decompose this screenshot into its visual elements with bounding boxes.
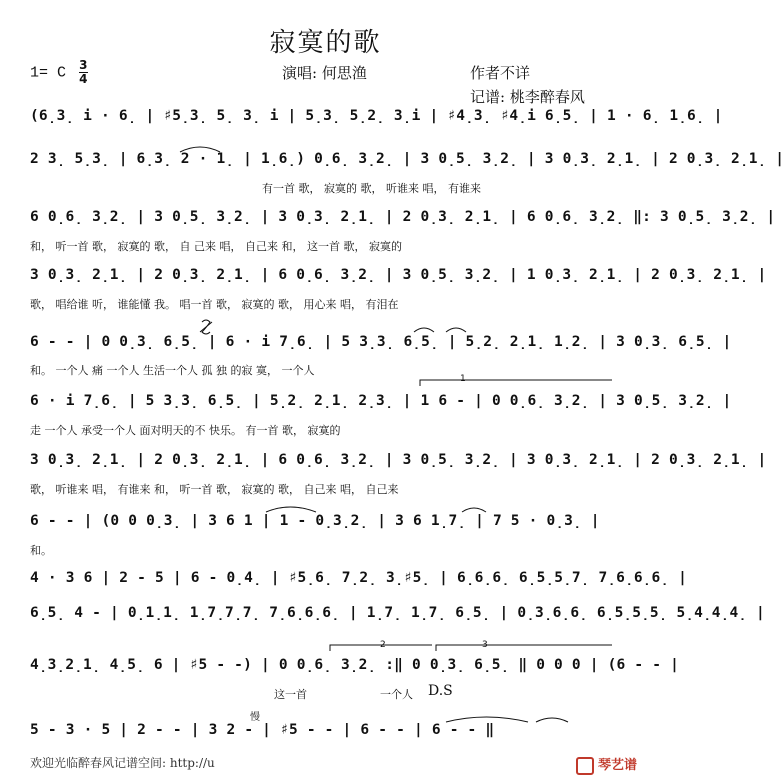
lyric-row-5: 和。 一个人 痛 一个人 生活一个人 孤 独 的寂 寞， 一个人: [30, 364, 315, 377]
lyric-row-11-a: 这一首: [274, 688, 307, 701]
notation-row-6: 6 · i 7̣6̣ | 5 3̣3̣ 6̣5̣ | 5̣2̣ 2̣1̣ 2̣3̣ | 1 6 - | 0 0̣6̣ 3̣2̣ | 3 0̣5̣ 3̣2̣ |: [30, 393, 732, 409]
logo-icon: [576, 757, 594, 775]
notation-row-10: 6̣5̣ 4 - | 0̣1̣1̣ 1̣7̣7̣7̣ 7̣6̣6̣6̣ | 1̣7̣ 1̣7̣ 6̣5̣ | 0̣3̣6̣6̣ 6̣5̣5̣5̣ 5̣4̣4̣4̣ |: [30, 605, 765, 621]
volta-2-label: 2: [380, 640, 386, 650]
lyric-row-4: 歌， 唱给谁 听， 谁能懂 我。 唱一首 歌， 寂寞的 歌， 用心来 唱， 有泪在: [30, 298, 399, 311]
song-title: 寂寞的歌: [269, 28, 382, 58]
lyric-row-11-b: 一个人: [380, 688, 413, 701]
lyric-row-7: 歌， 听谁来 唱， 有谁来 和， 听一首 歌， 寂寞的 歌， 自己来 唱， 自己来: [30, 483, 399, 496]
notation-row-9: 4 · 3 6 | 2 - 5 | 6 - 0̣4̣ | ♯5̣6̣ 7̣2̣ 3̣♯5̣ | 6̣6̣6̣ 6̣5̣5̣7̣ 7̣6̣6̣6̣ |: [30, 570, 688, 586]
slur-marks: [180, 147, 568, 722]
site-logo: [576, 754, 637, 775]
key-signature: 1= C: [30, 64, 67, 82]
notation-row-4: 3 0̣3̣ 2̣1̣ | 2 0̣3̣ 2̣1̣ | 6 0̣6̣ 3̣2̣ | 3 0̣5̣ 3̣2̣ | 1 0̣3̣ 2̣1̣ | 2 0̣3̣ 2̣1̣ |: [30, 267, 767, 283]
notation-row-12: 5 - 3 · 5 | 2 - - | 3 2 - | ♯5 - - | 6 - - | 6 - - ‖: [30, 722, 495, 738]
footer-text: 欢迎光临醉春风记谱空间: http://u: [30, 756, 215, 770]
volta-1-label: 1: [460, 374, 466, 384]
notation-row-5: 6 - - | 0 0̣3̣ 6̣5̣ | 6 · i 7̣6̣ | 5 3̣3̣ 6̣5̣ | 5̣2̣ 2̣1̣ 1̣2̣ | 3 0̣3̣ 6̣5̣ |: [30, 334, 732, 350]
singer-credit: 演唱: 何思渔: [282, 64, 367, 82]
volta-brackets: [330, 380, 612, 651]
dal-segno-mark: D.S: [428, 683, 453, 699]
composer-credit: 作者不详: [470, 64, 531, 82]
notation-row-8: 6 - - | (0 0 0̣3̣ | 3 6 1 | 1 - 0̣3̣2̣ | 3 6 1̣7̣ | 7 5 · 0̣3̣ |: [30, 513, 600, 529]
notation-row-1: (6̣3̣ i · 6̣ | ♯5̣3̣ 5̣ 3̣ i | 5̣3̣ 5̣2̣ 3̣i | ♯4̣3̣ ♯4̣i 6̣5̣ | 1 · 6̣ 1̣6̣ |: [30, 108, 723, 124]
lyric-row-8: 和。: [30, 544, 52, 557]
lyric-row-6: 走 一个人 承受一个人 面对明天的不 快乐。 有一首 歌， 寂寞的: [30, 424, 341, 437]
notation-row-3: 6 0̣6̣ 3̣2̣ | 3 0̣5̣ 3̣2̣ | 3 0̣3̣ 2̣1̣ | 2 0̣3̣ 2̣1̣ | 6 0̣6̣ 3̣2̣ ‖: 3 0̣5̣ 3̣2̣ |: [30, 209, 776, 225]
notation-row-7: 3 0̣3̣ 2̣1̣ | 2 0̣3̣ 2̣1̣ | 6 0̣6̣ 3̣2̣ | 3 0̣5̣ 3̣2̣ | 3 0̣3̣ 2̣1̣ | 2 0̣3̣ 2̣1̣ |: [30, 452, 767, 468]
notation-row-2: 2 3̣ 5̣3̣ | 6̣3̣ 2 · 1̣ | 1̣6̣) 0̣6̣ 3̣2̣ | 3 0̣5̣ 3̣2̣ | 3 0̣3̣ 2̣1̣ | 2 0̣3̣ 2̣1̣ |: [30, 151, 784, 167]
logo-text: 琴艺谱: [597, 758, 637, 773]
volta-3-label: 3: [482, 640, 488, 650]
lyric-row-2: 有一首 歌， 寂寞的 歌， 听谁来 唱， 有谁来: [262, 182, 481, 195]
transcriber-credit: 记谱: 桃李醉春风: [470, 88, 585, 106]
time-signature-top: 3: [79, 58, 88, 72]
notation-row-11: 4̣3̣2̣1̣ 4̣5̣ 6 | ♯5 - -) | 0 0̣6̣ 3̣2̣ :‖ 0 0̣3̣ 6̣5̣ ‖ 0 0 0 | (6 - - |: [30, 657, 680, 673]
tempo-mark: 慢: [250, 712, 260, 723]
segno-icon: [200, 320, 212, 334]
lyric-row-3: 和， 听一首 歌， 寂寞的 歌， 自 己来 唱， 自己来 和， 这一首 歌， 寂寞的: [30, 240, 402, 253]
time-signature-bottom: 4: [79, 72, 88, 86]
